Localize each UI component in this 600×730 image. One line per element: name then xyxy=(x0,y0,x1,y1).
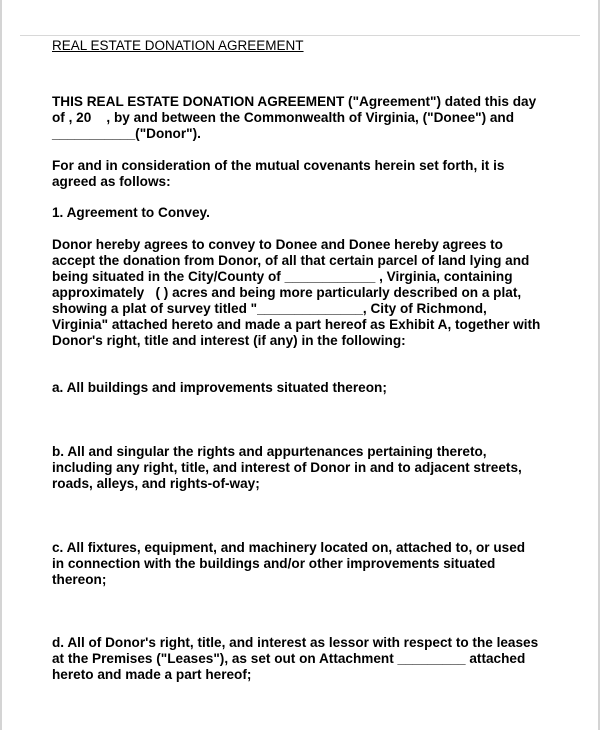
item-d-line: at the Premises ("Leases"), as set out on Attachment _________ attached xyxy=(52,651,526,666)
intro-line: ___________("Donor"). xyxy=(52,126,201,141)
item-c-line: in connection with the buildings and/or other improvements situated xyxy=(52,556,496,571)
convey-paragraph-line: Donor hereby agrees to convey to Donee and Donee hereby agrees to xyxy=(52,237,503,252)
convey-paragraph-line: Virginia" attached hereto and made a part hereof as Exhibit A, together with xyxy=(52,317,541,332)
item-b-line: including any right, title, and interest of Donor in and to adjacent streets, xyxy=(52,460,522,475)
convey-paragraph-line: showing a plat of survey titled "______________, City of Richmond, xyxy=(52,301,487,316)
intro-line: of , 20 , by and between the Commonwealth of Virginia, ("Donee") and xyxy=(52,110,515,125)
section-heading-line: 1. Agreement to Convey. xyxy=(52,205,210,220)
intro-line: THIS REAL ESTATE DONATION AGREEMENT ("Agreement") dated this day xyxy=(52,94,537,109)
convey-paragraph-line: Donor's right, title and interest (if any) in the following: xyxy=(52,333,406,348)
top-divider xyxy=(20,35,580,36)
convey-paragraph-line: approximately ( ) acres and being more particularly described on a plat, xyxy=(52,285,522,300)
item-c-line: c. All fixtures, equipment, and machinery located on, attached to, or used xyxy=(52,540,526,555)
consideration-line: agreed as follows: xyxy=(52,174,171,189)
document-title: REAL ESTATE DONATION AGREEMENT xyxy=(52,38,304,53)
item-b-line: b. All and singular the rights and appurtenances pertaining thereto, xyxy=(52,444,487,459)
convey-paragraph-line: accept the donation from Donor, of all that certain parcel of land lying and xyxy=(52,253,530,268)
page-border-left xyxy=(0,0,2,730)
item-c-line: thereon; xyxy=(52,572,107,587)
item-a-line: a. All buildings and improvements situated thereon; xyxy=(52,380,387,395)
item-d-line: hereto and made a part hereof; xyxy=(52,667,252,682)
consideration-line: For and in consideration of the mutual covenants herein set forth, it is xyxy=(52,158,505,173)
item-b-line: roads, alleys, and rights-of-way; xyxy=(52,476,260,491)
convey-paragraph-line: being situated in the City/County of ____________ , Virginia, containing xyxy=(52,269,513,284)
item-d-line: d. All of Donor's right, title, and interest as lessor with respect to the leases xyxy=(52,635,539,650)
